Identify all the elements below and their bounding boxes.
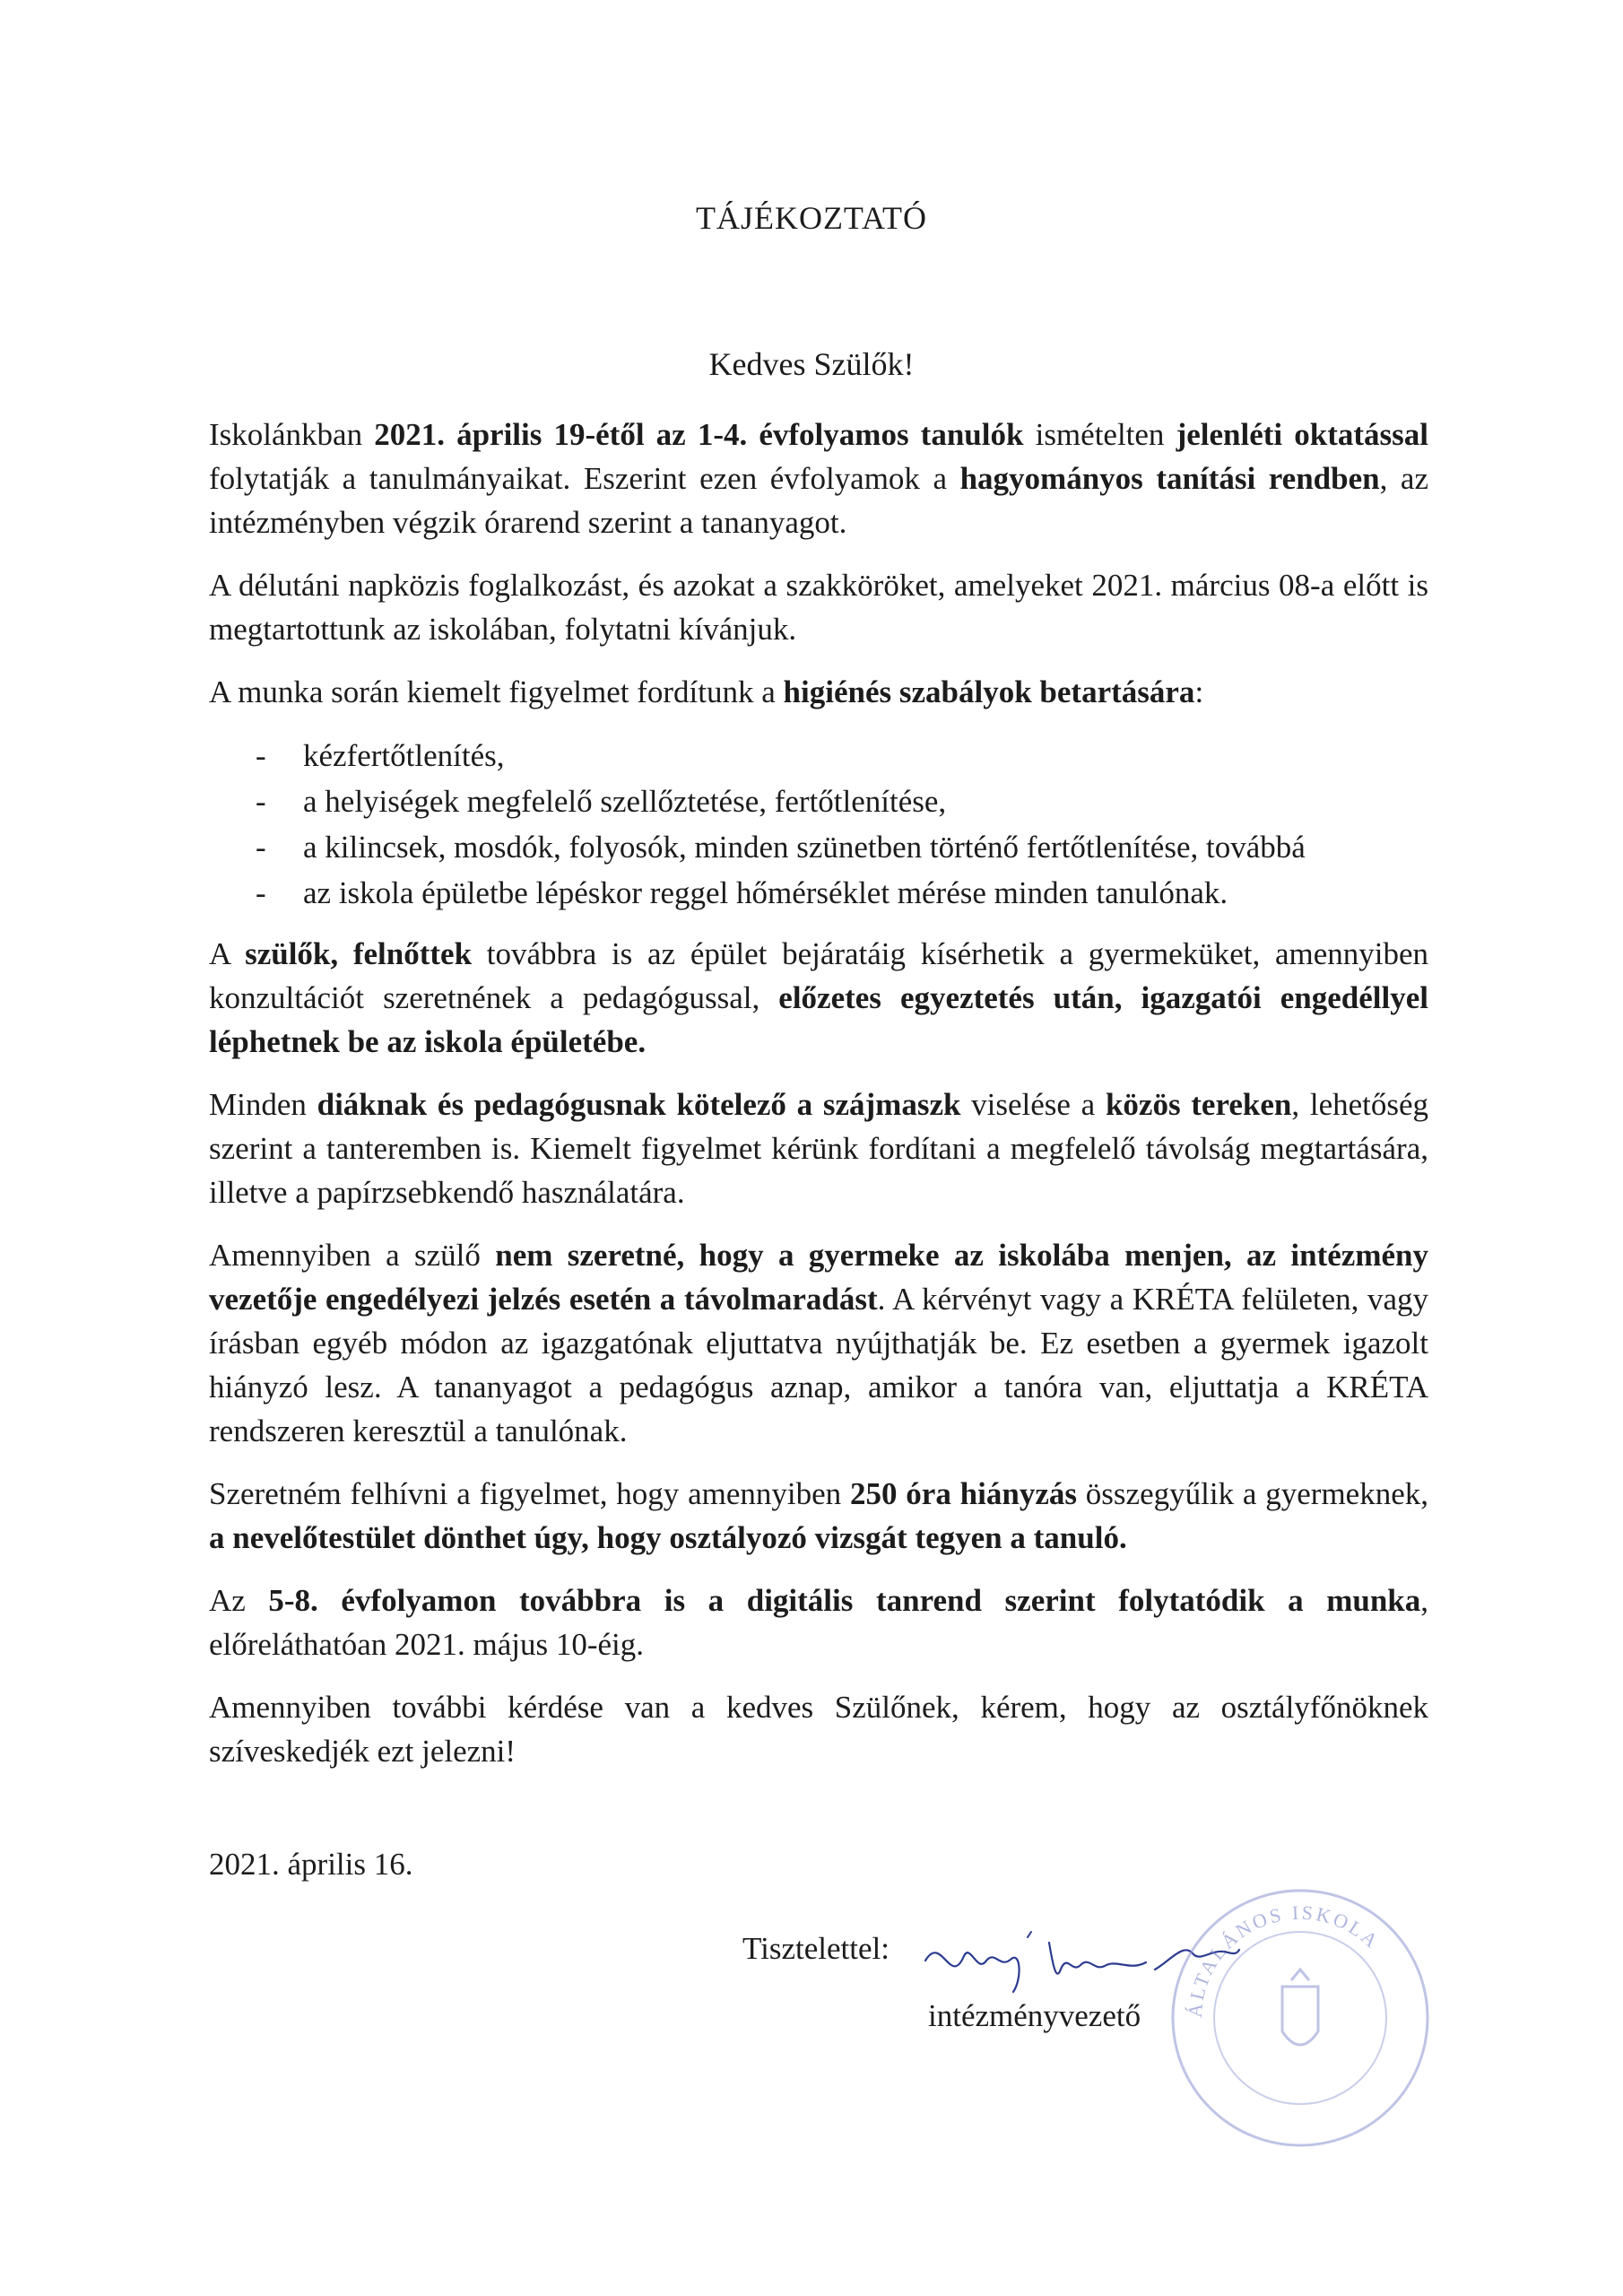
body-paragraph: [209, 670, 1428, 714]
bold-text: 5-8. évfolyamon továbbra is a digitális tanrend szerint folytatódik a munka: [268, 1583, 1421, 1618]
text-segment: A délutáni napközis foglalkozást, és azokat a szakköröket, amelyeket 2021. március 08-a előtt is megtartottunk az iskolában, folytatni kívánjuk.: [209, 568, 1428, 647]
stamp-text: ÁLTALÁNOS ISKOLA: [1183, 1900, 1384, 2019]
dash-bullet: -: [256, 738, 266, 773]
body-paragraph: [209, 1083, 1428, 1214]
salutation: Kedves Szülők!: [708, 346, 915, 382]
list-item: [209, 778, 1428, 824]
bold-text: a nevelőtestület dönthet úgy, hogy osztályozó vizsgát tegyen a tanuló.: [209, 1520, 1127, 1555]
body-paragraph: [209, 932, 1428, 1064]
text-segment: A: [209, 936, 246, 971]
bold-text: 2021. április 19-étől az 1-4. évfolyamos tanulók: [374, 417, 1024, 452]
list-item: [209, 824, 1428, 870]
hygiene-rules-list: [209, 733, 1428, 916]
text-segment: , előreláthatóan 2021. május 10-éig.: [209, 1583, 1429, 1662]
text-segment: Iskolánkban: [209, 417, 375, 452]
bold-text: közös tereken: [1105, 1087, 1292, 1122]
list-item-text: a helyiségek megfelelő szellőztetése, fertőtlenítése,: [303, 784, 947, 819]
body-paragraph: [209, 413, 1428, 544]
body-paragraph: [209, 1685, 1428, 1773]
bold-text: higiénés szabályok betartására: [783, 674, 1195, 709]
paragraphs-after-list: [209, 932, 1428, 1773]
text-segment: :: [1194, 674, 1204, 709]
text-segment: , lehetőség szerint a tanteremben is. Kiemelt figyelmet kérünk fordítani a megfelelő távolság megtartására, illetve a papírzsebkendő használatára.: [209, 1087, 1429, 1210]
text-segment: Az: [209, 1583, 269, 1618]
text-segment: Szeretném felhívni a figyelmet, hogy amennyiben: [209, 1476, 850, 1511]
text-segment: összegyűlik a gyermeknek,: [1076, 1476, 1428, 1511]
list-item: [209, 870, 1428, 916]
text-segment: . A kérvényt vagy a KRÉTA felületen, vagy írásban egyéb módon az igazgatónak eljuttatva nyújthatják be. Ez esetben a gyermek igazolt hiányzó lesz. A tananyagot a pedagógus aznap, amikor a tanóra van, eljuttatja a KRÉTA rendszeren keresztül a tanulónak.: [209, 1282, 1428, 1448]
bold-text: diáknak és pedagógusnak kötelező a szájmaszk: [317, 1087, 961, 1122]
body-paragraph: [209, 1472, 1428, 1560]
paragraphs-before-list: [209, 413, 1428, 714]
text-segment: ismételten: [1023, 417, 1176, 452]
list-item: [209, 733, 1428, 778]
text-segment: Amennyiben további kérdése van a kedves Szülőnek, kérem, hogy az osztályfőnöknek szíveskedjék ezt jelezni!: [209, 1690, 1428, 1769]
bold-text: jelenléti oktatással: [1176, 417, 1428, 452]
dash-bullet: -: [256, 784, 266, 819]
text-segment: Amennyiben a szülő: [209, 1238, 496, 1273]
bold-text: hagyományos tanítási rendben: [959, 461, 1380, 496]
list-item-text: az iskola épületbe lépéskor reggel hőmérséklet mérése minden tanulónak.: [303, 875, 1228, 910]
bold-text: nem szeretné, hogy a gyermeke az iskolába menjen, az intézmény vezetője engedélyezi jelzés esetén a távolmaradást: [209, 1238, 1428, 1317]
text-segment: folytatják a tanulmányaikat. Eszerint ezen évfolyamok a: [209, 461, 960, 496]
body-paragraph: [209, 1233, 1428, 1453]
dash-bullet: -: [256, 830, 266, 865]
bold-text: előzetes egyeztetés után, igazgatói engedéllyel léphetnek be az iskola épületébe.: [209, 980, 1428, 1059]
bold-text: szülők, felnőttek: [245, 936, 473, 971]
text-segment: viselése a: [960, 1087, 1106, 1122]
text-segment: A munka során kiemelt figyelmet fordítunk a: [209, 674, 784, 709]
text-segment: , az intézményben végzik órarend szerint a tananyagot.: [209, 461, 1428, 540]
body-paragraph: [209, 563, 1428, 651]
official-stamp: [1157, 1866, 1444, 2170]
text-segment: továbbra is az épület bejáratáig kísérhetik a gyermeküket, amennyiben konzultációt szeretnének a pedagógussal,: [209, 936, 1428, 1015]
document-body: [209, 413, 1428, 1792]
dash-bullet: -: [256, 875, 266, 910]
svg-text:ÁLTALÁNOS ISKOLA: [1184, 1901, 1384, 2019]
list-item-text: kézfertőtlenítés,: [303, 738, 505, 773]
closing-greeting: Tisztelettel:: [742, 1931, 890, 1966]
document-date: 2021. április 16.: [209, 1847, 413, 1882]
document-title: TÁJÉKOZTATÓ: [695, 200, 928, 236]
bold-text: 250 óra hiányzás: [849, 1476, 1077, 1511]
list-item-text: a kilincsek, mosdók, folyosók, minden szünetben történő fertőtlenítése, továbbá: [303, 830, 1306, 865]
signer-role: intézményvezető: [928, 1998, 1141, 2033]
body-paragraph: [209, 1578, 1428, 1666]
text-segment: Minden: [209, 1087, 317, 1122]
